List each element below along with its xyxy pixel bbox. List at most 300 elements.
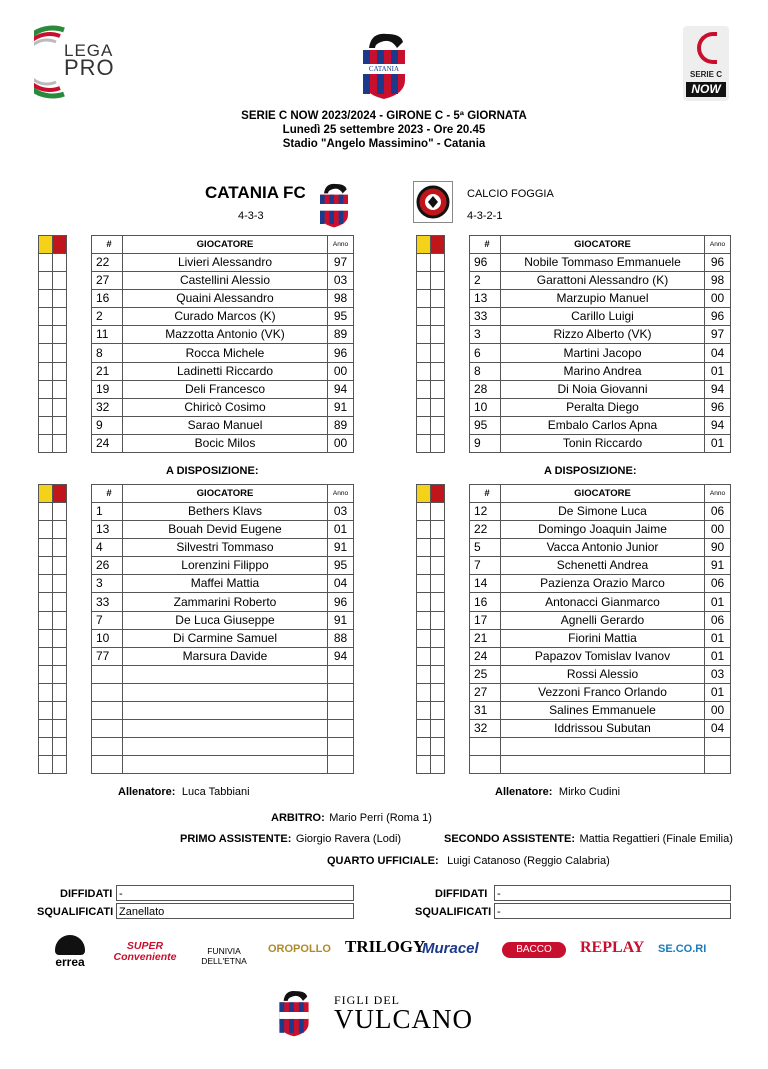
trilogy-logo: TRILOGY xyxy=(345,937,426,956)
player-year: 00 xyxy=(328,362,354,380)
yellow-card-cell xyxy=(417,272,431,290)
player-year xyxy=(705,738,731,756)
red-card-cell xyxy=(431,756,445,774)
red-card-cell xyxy=(53,398,67,416)
player-name: Martini Jacopo xyxy=(501,344,705,362)
player-name: Nobile Tommaso Emmanuele xyxy=(501,254,705,272)
player-year: 96 xyxy=(705,254,731,272)
player-name xyxy=(123,665,328,683)
lega-pro-logo xyxy=(34,24,114,99)
home-subs-table xyxy=(91,484,354,774)
player-year: 96 xyxy=(328,344,354,362)
column-header-year: Anno xyxy=(705,485,731,503)
player-number: 32 xyxy=(92,398,123,416)
red-card-cell xyxy=(431,344,445,362)
red-card-cell xyxy=(431,272,445,290)
player-row xyxy=(470,308,731,326)
player-number: 13 xyxy=(470,290,501,308)
yellow-card-cell xyxy=(417,593,431,611)
player-name: Maffei Mattia xyxy=(123,575,328,593)
player-name: Carillo Luigi xyxy=(501,308,705,326)
player-row xyxy=(470,557,731,575)
away-squalificati-value: - xyxy=(494,903,731,919)
player-row xyxy=(92,611,354,629)
player-year xyxy=(328,683,354,701)
yellow-card-cell xyxy=(417,254,431,272)
home-starters-table xyxy=(91,235,354,453)
second-assistant-label: SECONDO ASSISTENTE: xyxy=(444,833,575,845)
player-row xyxy=(92,308,354,326)
player-row xyxy=(92,434,354,452)
player-name: Vacca Antonio Junior xyxy=(501,539,705,557)
player-year xyxy=(328,756,354,774)
away-subs-title: A DISPOSIZIONE: xyxy=(544,465,637,477)
player-number: 6 xyxy=(470,344,501,362)
player-row xyxy=(92,326,354,344)
player-name: Lorenzini Filippo xyxy=(123,557,328,575)
player-row xyxy=(92,702,354,720)
player-name xyxy=(123,683,328,701)
player-year: 01 xyxy=(705,593,731,611)
yellow-card-cell xyxy=(39,557,53,575)
away-starters-table xyxy=(469,235,731,453)
player-row xyxy=(470,629,731,647)
fourth-official-name: Luigi Catanoso (Reggio Calabria) xyxy=(447,855,610,867)
red-card-icon xyxy=(53,485,67,503)
player-name: Marsura Davide xyxy=(123,647,328,665)
player-year: 98 xyxy=(328,290,354,308)
red-card-cell xyxy=(53,272,67,290)
yellow-card-cell xyxy=(39,720,53,738)
home-team-name: CATANIA FC xyxy=(205,183,306,202)
away-coach-name: Mirko Cudini xyxy=(558,786,621,798)
player-number: 26 xyxy=(92,557,123,575)
player-number: 7 xyxy=(470,557,501,575)
red-card-cell xyxy=(53,593,67,611)
player-number xyxy=(92,738,123,756)
red-card-cell xyxy=(53,683,67,701)
player-row xyxy=(92,593,354,611)
yellow-card-cell xyxy=(417,380,431,398)
player-name: Mazzotta Antonio (VK) xyxy=(123,326,328,344)
player-number: 95 xyxy=(470,416,501,434)
away-coach: Allenatore: Mirko Cudini xyxy=(495,786,621,798)
away-subs-cards-grid xyxy=(416,484,445,774)
player-number xyxy=(92,665,123,683)
column-header-num: # xyxy=(470,236,501,254)
player-name: Zammarini Roberto xyxy=(123,593,328,611)
red-card-cell xyxy=(431,308,445,326)
player-year: 88 xyxy=(328,629,354,647)
player-row xyxy=(92,416,354,434)
errea-text: errea xyxy=(55,955,85,969)
player-number xyxy=(92,756,123,774)
red-card-cell xyxy=(53,539,67,557)
home-squalificati-value: Zanellato xyxy=(116,903,354,919)
player-row xyxy=(92,647,354,665)
player-number: 22 xyxy=(92,254,123,272)
player-name: Peralta Diego xyxy=(501,398,705,416)
player-name: Marzupio Manuel xyxy=(501,290,705,308)
player-row xyxy=(470,593,731,611)
red-card-cell xyxy=(431,702,445,720)
player-name: Bethers Klavs xyxy=(123,503,328,521)
player-number: 7 xyxy=(92,611,123,629)
player-row xyxy=(92,503,354,521)
red-card-icon xyxy=(431,236,445,254)
player-name: Marino Andrea xyxy=(501,362,705,380)
red-card-cell xyxy=(53,647,67,665)
player-number: 77 xyxy=(92,647,123,665)
yellow-card-cell xyxy=(39,756,53,774)
red-card-cell xyxy=(53,720,67,738)
player-year: 90 xyxy=(705,539,731,557)
yellow-card-cell xyxy=(39,683,53,701)
player-row xyxy=(470,720,731,738)
column-header-name: GIOCATORE xyxy=(123,236,328,254)
player-number: 8 xyxy=(92,344,123,362)
referee xyxy=(271,808,432,826)
player-number xyxy=(92,683,123,701)
player-row xyxy=(92,290,354,308)
red-card-cell xyxy=(431,629,445,647)
player-year: 03 xyxy=(705,665,731,683)
player-row xyxy=(92,344,354,362)
player-year: 04 xyxy=(705,344,731,362)
player-number: 8 xyxy=(470,362,501,380)
player-number: 27 xyxy=(470,683,501,701)
player-row xyxy=(470,665,731,683)
competition-title: SERIE C NOW 2023/2024 - GIRONE C - 5ª GIORNATA xyxy=(241,110,527,122)
red-card-icon xyxy=(431,485,445,503)
column-header-year: Anno xyxy=(328,485,354,503)
yellow-card-icon xyxy=(39,485,53,503)
yellow-card-cell xyxy=(39,629,53,647)
catania-crest-top xyxy=(361,28,407,100)
yellow-card-cell xyxy=(417,521,431,539)
yellow-card-cell xyxy=(39,344,53,362)
yellow-card-icon xyxy=(417,485,431,503)
home-starters-cards-grid xyxy=(38,235,67,453)
red-card-cell xyxy=(431,362,445,380)
player-year: 89 xyxy=(328,416,354,434)
player-number: 17 xyxy=(470,611,501,629)
yellow-card-cell xyxy=(417,557,431,575)
player-year: 89 xyxy=(328,326,354,344)
red-card-cell xyxy=(53,380,67,398)
away-diffidati-value: - xyxy=(494,885,731,901)
player-name: Livieri Alessandro xyxy=(123,254,328,272)
player-name: Fiorini Mattia xyxy=(501,629,705,647)
player-name: Domingo Joaquin Jaime xyxy=(501,521,705,539)
red-card-cell xyxy=(53,416,67,434)
yellow-card-cell xyxy=(417,362,431,380)
player-row xyxy=(92,756,354,774)
player-year: 00 xyxy=(705,702,731,720)
red-card-cell xyxy=(53,308,67,326)
player-year xyxy=(328,702,354,720)
player-number: 11 xyxy=(92,326,123,344)
referee-name: Mario Perri (Roma 1) xyxy=(329,812,432,824)
red-card-cell xyxy=(431,647,445,665)
column-header-name: GIOCATORE xyxy=(501,485,705,503)
player-number: 24 xyxy=(92,434,123,452)
yellow-card-cell xyxy=(39,503,53,521)
red-card-cell xyxy=(53,434,67,452)
player-name xyxy=(123,738,328,756)
player-name: Castellini Alessio xyxy=(123,272,328,290)
player-row xyxy=(92,521,354,539)
player-name: De Simone Luca xyxy=(501,503,705,521)
player-row xyxy=(470,521,731,539)
red-card-cell xyxy=(431,575,445,593)
player-name: Deli Francesco xyxy=(123,380,328,398)
red-card-cell xyxy=(431,434,445,452)
player-year xyxy=(705,756,731,774)
player-name: Vezzoni Franco Orlando xyxy=(501,683,705,701)
player-row xyxy=(92,539,354,557)
home-diffidati-value: - xyxy=(116,885,354,901)
player-row xyxy=(470,362,731,380)
yellow-card-cell xyxy=(417,702,431,720)
column-header-year: Anno xyxy=(328,236,354,254)
red-card-cell xyxy=(431,683,445,701)
away-diffidati-label: DIFFIDATI xyxy=(435,888,488,900)
player-row xyxy=(92,557,354,575)
red-card-cell xyxy=(431,503,445,521)
player-number: 14 xyxy=(470,575,501,593)
player-row xyxy=(470,702,731,720)
player-number: 27 xyxy=(92,272,123,290)
yellow-card-cell xyxy=(39,647,53,665)
yellow-card-cell xyxy=(417,575,431,593)
player-row xyxy=(92,362,354,380)
red-card-cell xyxy=(53,756,67,774)
player-number xyxy=(92,720,123,738)
player-year: 91 xyxy=(328,611,354,629)
player-year: 98 xyxy=(705,272,731,290)
lega-text: LEGA xyxy=(64,41,114,60)
catania-crest-footer xyxy=(276,987,312,1037)
player-number xyxy=(470,738,501,756)
player-name: Sarao Manuel xyxy=(123,416,328,434)
player-name: Rizzo Alberto (VK) xyxy=(501,326,705,344)
yellow-card-cell xyxy=(39,290,53,308)
player-year: 96 xyxy=(705,398,731,416)
player-name: Bouah Devid Eugene xyxy=(123,521,328,539)
red-card-cell xyxy=(431,738,445,756)
player-year: 01 xyxy=(705,434,731,452)
column-header-name: GIOCATORE xyxy=(123,485,328,503)
player-year: 06 xyxy=(705,611,731,629)
player-year: 04 xyxy=(705,720,731,738)
match-venue: Stadio "Angelo Massimino" - Catania xyxy=(282,138,486,150)
yellow-card-cell xyxy=(417,434,431,452)
player-year: 97 xyxy=(705,326,731,344)
player-row xyxy=(92,254,354,272)
player-row xyxy=(92,720,354,738)
player-name: Salines Emmanuele xyxy=(501,702,705,720)
foggia-crest xyxy=(413,181,453,223)
yellow-card-cell xyxy=(39,398,53,416)
player-number: 28 xyxy=(470,380,501,398)
footer-line1: FIGLI DEL xyxy=(334,993,400,1007)
player-year: 01 xyxy=(328,521,354,539)
home-coach-label: Allenatore xyxy=(118,786,172,798)
player-name: Quaini Alessandro xyxy=(123,290,328,308)
bacco-logo: BACCO xyxy=(502,942,566,958)
yellow-card-cell xyxy=(39,326,53,344)
player-name: Di Noia Giovanni xyxy=(501,380,705,398)
player-number: 33 xyxy=(92,593,123,611)
red-card-cell xyxy=(53,362,67,380)
serie-c-now-logo xyxy=(683,26,729,101)
player-row xyxy=(470,272,731,290)
away-starters-cards-grid xyxy=(416,235,445,453)
player-year: 00 xyxy=(328,434,354,452)
second-assistant-name: Mattia Regattieri (Finale Emilia) xyxy=(579,833,733,845)
player-name xyxy=(501,738,705,756)
away-team-name: CALCIO FOGGIA xyxy=(467,188,554,200)
player-year: 91 xyxy=(705,557,731,575)
player-year: 94 xyxy=(705,380,731,398)
player-number: 22 xyxy=(470,521,501,539)
player-row xyxy=(470,539,731,557)
red-card-cell xyxy=(53,254,67,272)
player-year: 06 xyxy=(705,503,731,521)
player-number: 3 xyxy=(92,575,123,593)
red-card-cell xyxy=(53,521,67,539)
yellow-card-cell xyxy=(39,702,53,720)
player-row xyxy=(92,665,354,683)
player-name: Papazov Tomislav Ivanov xyxy=(501,647,705,665)
player-year: 96 xyxy=(328,593,354,611)
player-year: 01 xyxy=(705,362,731,380)
player-row xyxy=(92,398,354,416)
home-coach-name: Luca Tabbiani xyxy=(181,786,250,798)
player-name: Rocca Michele xyxy=(123,344,328,362)
yellow-card-cell xyxy=(39,308,53,326)
player-row xyxy=(92,738,354,756)
player-year xyxy=(328,665,354,683)
player-number: 33 xyxy=(470,308,501,326)
player-row xyxy=(470,398,731,416)
super-conveniente-logo: SUPER Conveniente xyxy=(113,940,177,963)
player-name xyxy=(501,756,705,774)
player-row xyxy=(92,629,354,647)
yellow-card-cell xyxy=(39,416,53,434)
player-number: 19 xyxy=(92,380,123,398)
red-card-cell xyxy=(431,290,445,308)
player-name: Iddrissou Subutan xyxy=(501,720,705,738)
player-year xyxy=(328,720,354,738)
red-card-cell xyxy=(431,539,445,557)
yellow-card-cell xyxy=(39,272,53,290)
player-number: 10 xyxy=(92,629,123,647)
player-year: 00 xyxy=(705,290,731,308)
yellow-card-cell xyxy=(39,380,53,398)
yellow-card-cell xyxy=(417,738,431,756)
player-number: 96 xyxy=(470,254,501,272)
match-date: Lunedì 25 settembre 2023 - Ore 20.45 xyxy=(282,124,486,136)
red-card-icon xyxy=(53,236,67,254)
yellow-card-cell xyxy=(417,539,431,557)
player-row xyxy=(470,254,731,272)
player-name: Tonin Riccardo xyxy=(501,434,705,452)
red-card-cell xyxy=(53,575,67,593)
player-year xyxy=(328,738,354,756)
player-name: Embalo Carlos Apna xyxy=(501,416,705,434)
red-card-cell xyxy=(431,380,445,398)
red-card-cell xyxy=(431,720,445,738)
player-row xyxy=(92,380,354,398)
red-card-cell xyxy=(53,326,67,344)
player-row xyxy=(470,683,731,701)
yellow-card-cell xyxy=(417,611,431,629)
player-name: Rossi Alessio xyxy=(501,665,705,683)
player-year: 91 xyxy=(328,539,354,557)
yellow-card-cell xyxy=(39,593,53,611)
player-number: 10 xyxy=(470,398,501,416)
away-squalificati-label: SQUALIFICATI xyxy=(415,906,492,918)
away-formation: 4-3-2-1 xyxy=(467,210,503,222)
player-number: 4 xyxy=(92,539,123,557)
player-number: 5 xyxy=(470,539,501,557)
player-name: Antonacci Gianmarco xyxy=(501,593,705,611)
player-row xyxy=(470,503,731,521)
fourth-official-label: QUARTO UFFICIALE: xyxy=(327,855,439,867)
player-name: Schenetti Andrea xyxy=(501,557,705,575)
player-row xyxy=(470,575,731,593)
player-row xyxy=(470,647,731,665)
player-number xyxy=(92,702,123,720)
player-number: 24 xyxy=(470,647,501,665)
yellow-card-cell xyxy=(417,326,431,344)
footer-line2: VULCANO xyxy=(334,1004,473,1034)
home-coach: Allenatore: Luca Tabbiani xyxy=(118,786,250,798)
player-row xyxy=(470,434,731,452)
player-name xyxy=(123,702,328,720)
player-year: 01 xyxy=(705,683,731,701)
red-card-cell xyxy=(431,416,445,434)
player-number: 21 xyxy=(92,362,123,380)
pro-text: PRO xyxy=(64,55,115,80)
yellow-card-cell xyxy=(39,575,53,593)
player-year: 95 xyxy=(328,308,354,326)
player-year: 03 xyxy=(328,272,354,290)
column-header-num: # xyxy=(92,236,123,254)
yellow-card-cell xyxy=(417,720,431,738)
player-number: 13 xyxy=(92,521,123,539)
funivia-logo: FUNIVIA DELL'ETNA xyxy=(201,946,247,966)
yellow-card-icon xyxy=(39,236,53,254)
red-card-cell xyxy=(53,344,67,362)
player-row xyxy=(470,344,731,362)
player-row xyxy=(470,380,731,398)
home-formation: 4-3-3 xyxy=(238,210,264,222)
red-card-cell xyxy=(53,290,67,308)
yellow-card-cell xyxy=(417,629,431,647)
catania-crest-small xyxy=(318,180,350,228)
serie-c-text: SERIE C xyxy=(689,70,722,79)
player-year: 04 xyxy=(328,575,354,593)
player-name xyxy=(123,756,328,774)
yellow-card-cell xyxy=(417,647,431,665)
player-name: Curado Marcos (K) xyxy=(123,308,328,326)
muracel-logo: Muracel xyxy=(422,940,479,957)
yellow-card-cell xyxy=(39,254,53,272)
player-name: Silvestri Tommaso xyxy=(123,539,328,557)
